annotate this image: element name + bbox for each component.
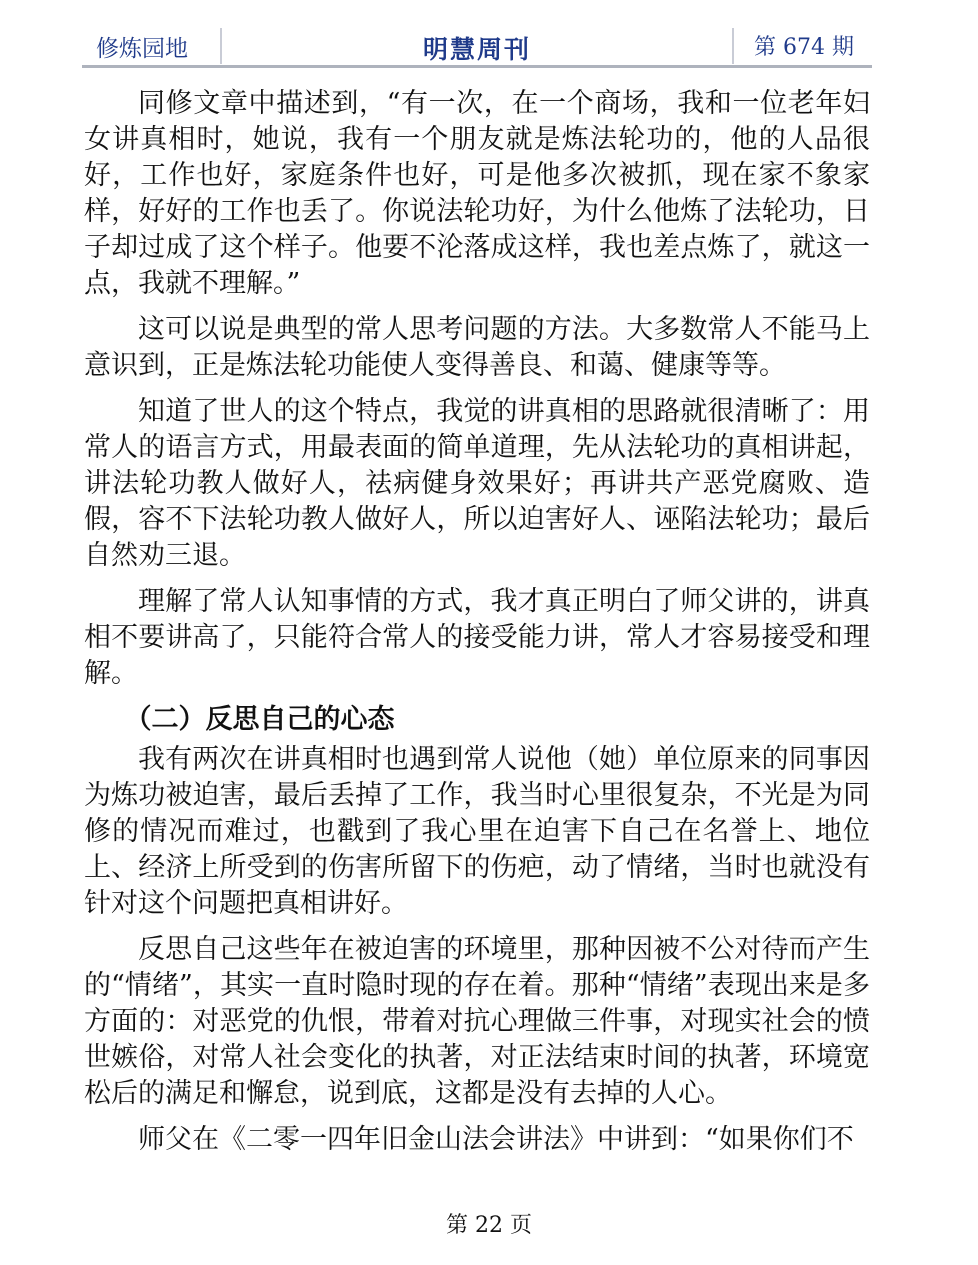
section-subheading: （二）反思自己的心态: [124, 704, 395, 735]
issue-number: 第 674 期: [754, 35, 854, 60]
page-number: 第 22 页: [446, 1213, 532, 1238]
header-rule: [82, 65, 872, 68]
paragraph: 知道了世人的这个特点，我觉的讲真相的思路就很清晰了：用常人的语言方式，用最表面的简单道理，先从法轮功的真相讲起，讲法轮功教人做好人，祛病健身效果好；再讲共产恶党腐败、造假，容不下法轮功教人做好人，所以迫害好人、诬陷法轮功；最后自然劝三退。: [84, 396, 870, 571]
article-body: [84, 86, 870, 1168]
paragraph: 我有两次在讲真相时也遇到常人说他（她）单位原来的同事因为炼功被迫害，最后丢掉了工作，我当时心里很复杂，不光是为同修的情况而难过，也戳到了我心里在迫害下自己在名誉上、地位上、经济上所受到的伤害所留下的伤疤，动了情绪，当时也就没有针对这个问题把真相讲好。: [84, 744, 870, 919]
header-divider: [732, 28, 734, 64]
paragraph: 同修文章中描述到，“有一次，在一个商场，我和一位老年妇女讲真相时，她说，我有一个朋友就是炼法轮功的，他的人品很好，工作也好，家庭条件也好，可是他多次被抓，现在家不象家样，好好的工作也丢了。你说法轮功好，为什么他炼了法轮功，日子却过成了这个样子。他要不沦落成这样，我也差点炼了，就这一点，我就不理解。”: [84, 88, 870, 299]
paragraph: 师父在《二零一四年旧金山法会讲法》中讲到：“如果你们不: [138, 1124, 854, 1155]
section-label: 修炼园地: [96, 36, 188, 62]
publication-title: 明慧周刊: [422, 35, 531, 64]
paragraph: 反思自己这些年在被迫害的环境里，那种因被不公对待而产生的“情绪”，其实一直时隐时现的存在着。那种“情绪”表现出来是多方面的：对恶党的仇恨，带着对抗心理做三件事，对现实社会的愤世嫉俗，对常人社会变化的执著，对正法结束时间的执著，环境宽松后的满足和懈怠，说到底，这都是没有去掉的人心。: [84, 934, 870, 1109]
paragraph: 理解了常人认知事情的方式，我才真正明白了师父讲的，讲真相不要讲高了，只能符合常人的接受能力讲，常人才容易接受和理解。: [84, 586, 870, 689]
page-header: [82, 24, 872, 68]
paragraph: 这可以说是典型的常人思考问题的方法。大多数常人不能马上意识到，正是炼法轮功能使人变得善良、和蔼、健康等等。: [84, 314, 870, 381]
